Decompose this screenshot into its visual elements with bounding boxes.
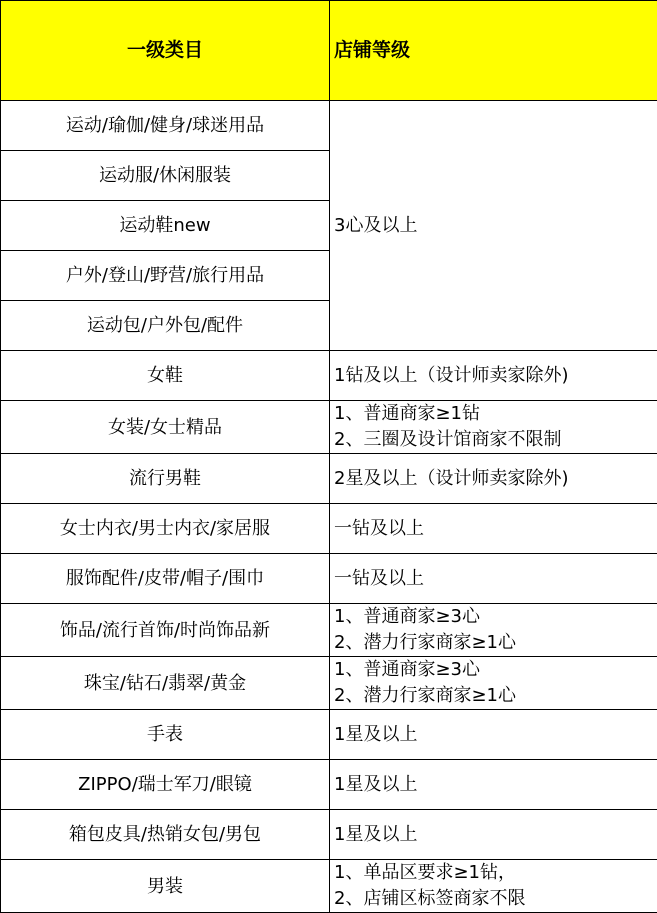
category-cell: 运动/瑜伽/健身/球迷用品 (1, 101, 330, 151)
level-text: 1钻及以上（设计师卖家除外) (334, 363, 657, 389)
level-text: 一钻及以上 (334, 516, 657, 542)
table-row (1, 401, 657, 454)
category-cell: 户外/登山/野营/旅行用品 (1, 251, 330, 301)
level-text: 一钻及以上 (334, 566, 657, 592)
level-cell (330, 351, 657, 401)
category-cell: 服饰配件/皮带/帽子/围巾 (1, 554, 330, 604)
category-cell: 饰品/流行首饰/时尚饰品新 (1, 604, 330, 657)
category-cell: 流行男鞋 (1, 454, 330, 504)
level-text: 1星及以上 (334, 722, 657, 748)
table-row (1, 504, 657, 554)
table-row (1, 810, 657, 860)
category-cell: 女士内衣/男士内衣/家居服 (1, 504, 330, 554)
level-text: 1、普通商家≥3心 (334, 604, 657, 630)
category-cell: 女装/女士精品 (1, 401, 330, 454)
level-text: 1、普通商家≥3心 (334, 657, 657, 683)
table-row (1, 101, 657, 151)
level-cell (330, 554, 657, 604)
level-cell (330, 710, 657, 760)
category-cell: 运动鞋new (1, 201, 330, 251)
category-cell: 运动包/户外包/配件 (1, 301, 330, 351)
level-cell (330, 810, 657, 860)
table-row (1, 454, 657, 504)
table-header-row (1, 1, 657, 101)
table-row (1, 710, 657, 760)
category-cell: 珠宝/钻石/翡翠/黄金 (1, 657, 330, 710)
category-cell: 箱包皮具/热销女包/男包 (1, 810, 330, 860)
level-cell (330, 454, 657, 504)
category-cell: 手表 (1, 710, 330, 760)
level-text: 2、店铺区标签商家不限 (334, 886, 657, 912)
level-cell (330, 760, 657, 810)
level-text: 3心及以上 (334, 213, 657, 239)
level-cell (330, 504, 657, 554)
level-cell (330, 101, 657, 351)
level-text: 2、潜力行家商家≥1心 (334, 683, 657, 709)
level-cell (330, 604, 657, 657)
level-text: 1、普通商家≥1钻 (334, 401, 657, 427)
level-text: 2、三圈及设计馆商家不限制 (334, 427, 657, 453)
table-row (1, 760, 657, 810)
level-text: 1星及以上 (334, 822, 657, 848)
level-text: 2星及以上（设计师卖家除外) (334, 466, 657, 492)
level-cell (330, 401, 657, 454)
table-row (1, 657, 657, 710)
table-row (1, 351, 657, 401)
header-level: 店铺等级 (330, 1, 657, 101)
table-row (1, 604, 657, 657)
level-text: 1、单品区要求≥1钻， (334, 860, 657, 886)
level-text: 2、潜力行家商家≥1心 (334, 630, 657, 656)
category-cell: 女鞋 (1, 351, 330, 401)
level-text: 1星及以上 (334, 772, 657, 798)
category-cell: ZIPPO/瑞士军刀/眼镜 (1, 760, 330, 810)
category-cell: 运动服/休闲服装 (1, 151, 330, 201)
level-cell (330, 860, 657, 913)
table-row (1, 860, 657, 913)
category-cell: 男装 (1, 860, 330, 913)
header-category: 一级类目 (1, 1, 330, 101)
table-row (1, 554, 657, 604)
level-cell (330, 657, 657, 710)
